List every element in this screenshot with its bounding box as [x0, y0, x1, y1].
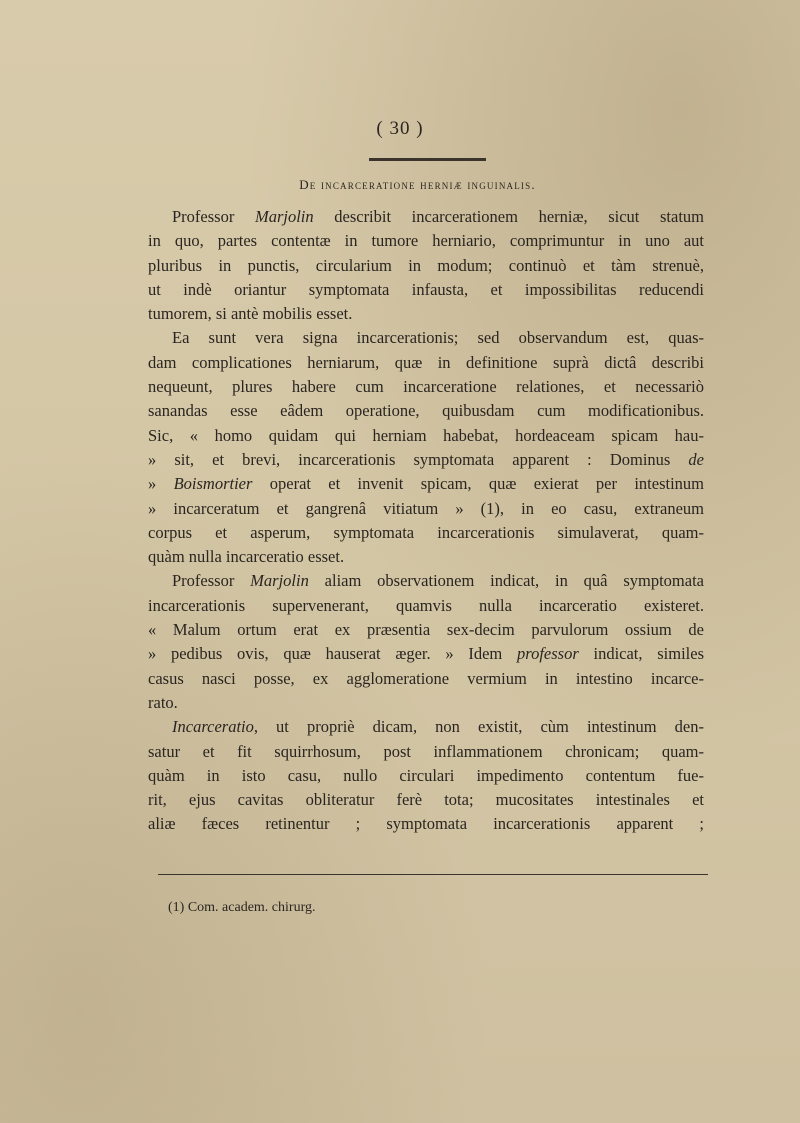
text-line: satur et fit squirrhosum, post inflammationem chronicam; quam- — [148, 741, 704, 761]
text-line: « Malum ortum erat ex præsentia sex-decim parvulorum ossium de — [148, 620, 704, 640]
text-line: in quo, partes contentæ in tumore herniario, comprimuntur in uno aut — [148, 231, 704, 251]
text-line: incarcerationis supervenerant, quamvis nulla incarceratio existeret. — [148, 595, 704, 615]
text-line: » sit, et brevi, incarcerationis symptomata apparent : Dominus de — [148, 449, 704, 469]
text-line: quàm in isto casu, nullo circulari impedimento contentum fue- — [148, 765, 704, 785]
text-line: aliæ fæces retinentur ; symptomata incarcerationis apparent ; — [148, 814, 704, 834]
text-line: dam complicationes herniarum, quæ in definitione suprà dictâ describi — [148, 352, 704, 372]
section-heading: De incarceratione herniæ inguinalis. — [299, 177, 536, 192]
text-line: casus nasci posse, ex agglomeratione vermium in intestino incarce- — [148, 668, 704, 688]
text-line: Professor Marjolin describit incarcerationem herniæ, sicut statum — [172, 207, 704, 226]
text-line: pluribus in punctis, circularium in modum; continuò et tàm strenuè, — [148, 255, 704, 275]
text-line: Professor Marjolin aliam observationem indicat, in quâ symptomata — [172, 571, 704, 591]
text-line: » incarceratum et gangrenâ vitiatum » (1), in eo casu, extraneum — [148, 498, 704, 518]
text-line: tumorem, si antè mobilis esset. — [148, 304, 353, 324]
text-line: corpus et asperum, symptomata incarcerationis simulaverat, quam- — [148, 522, 704, 542]
footnote-rule — [158, 874, 708, 875]
footnote: (1) Com. academ. chirurg. — [168, 900, 316, 915]
text-line: rato. — [148, 692, 178, 712]
page-number: ( 30 ) — [376, 118, 424, 139]
text-line: » Boismortier operat et invenit spicam, quæ exierat per intestinum — [148, 474, 704, 494]
text-line: sanandas esse eâdem operatione, quibusdam cum modificationibus. — [148, 401, 704, 421]
body-text — [148, 205, 704, 837]
text-line: » pedibus ovis, quæ hauserat æger. » Idem professor indicat, similes — [148, 644, 704, 664]
text-line: Sic, « homo quidam qui herniam habebat, hordeaceam spicam hau- — [148, 425, 704, 445]
text-line: Ea sunt vera signa incarcerationis; sed observandum est, quas- — [172, 328, 704, 348]
text-line: quàm nulla incarceratio esset. — [148, 547, 345, 567]
text-line: nequeunt, plures habere cum incarceratione relationes, et necessariò — [148, 377, 704, 397]
text-line: Incarceratio, ut propriè dicam, non existit, cùm intestinum den- — [172, 717, 704, 737]
header-rule — [369, 158, 486, 161]
text-line: ut indè oriantur symptomata infausta, et impossibilitas reducendi — [148, 279, 704, 299]
text-line: rit, ejus cavitas obliteratur ferè tota; mucositates intestinales et — [148, 790, 704, 810]
